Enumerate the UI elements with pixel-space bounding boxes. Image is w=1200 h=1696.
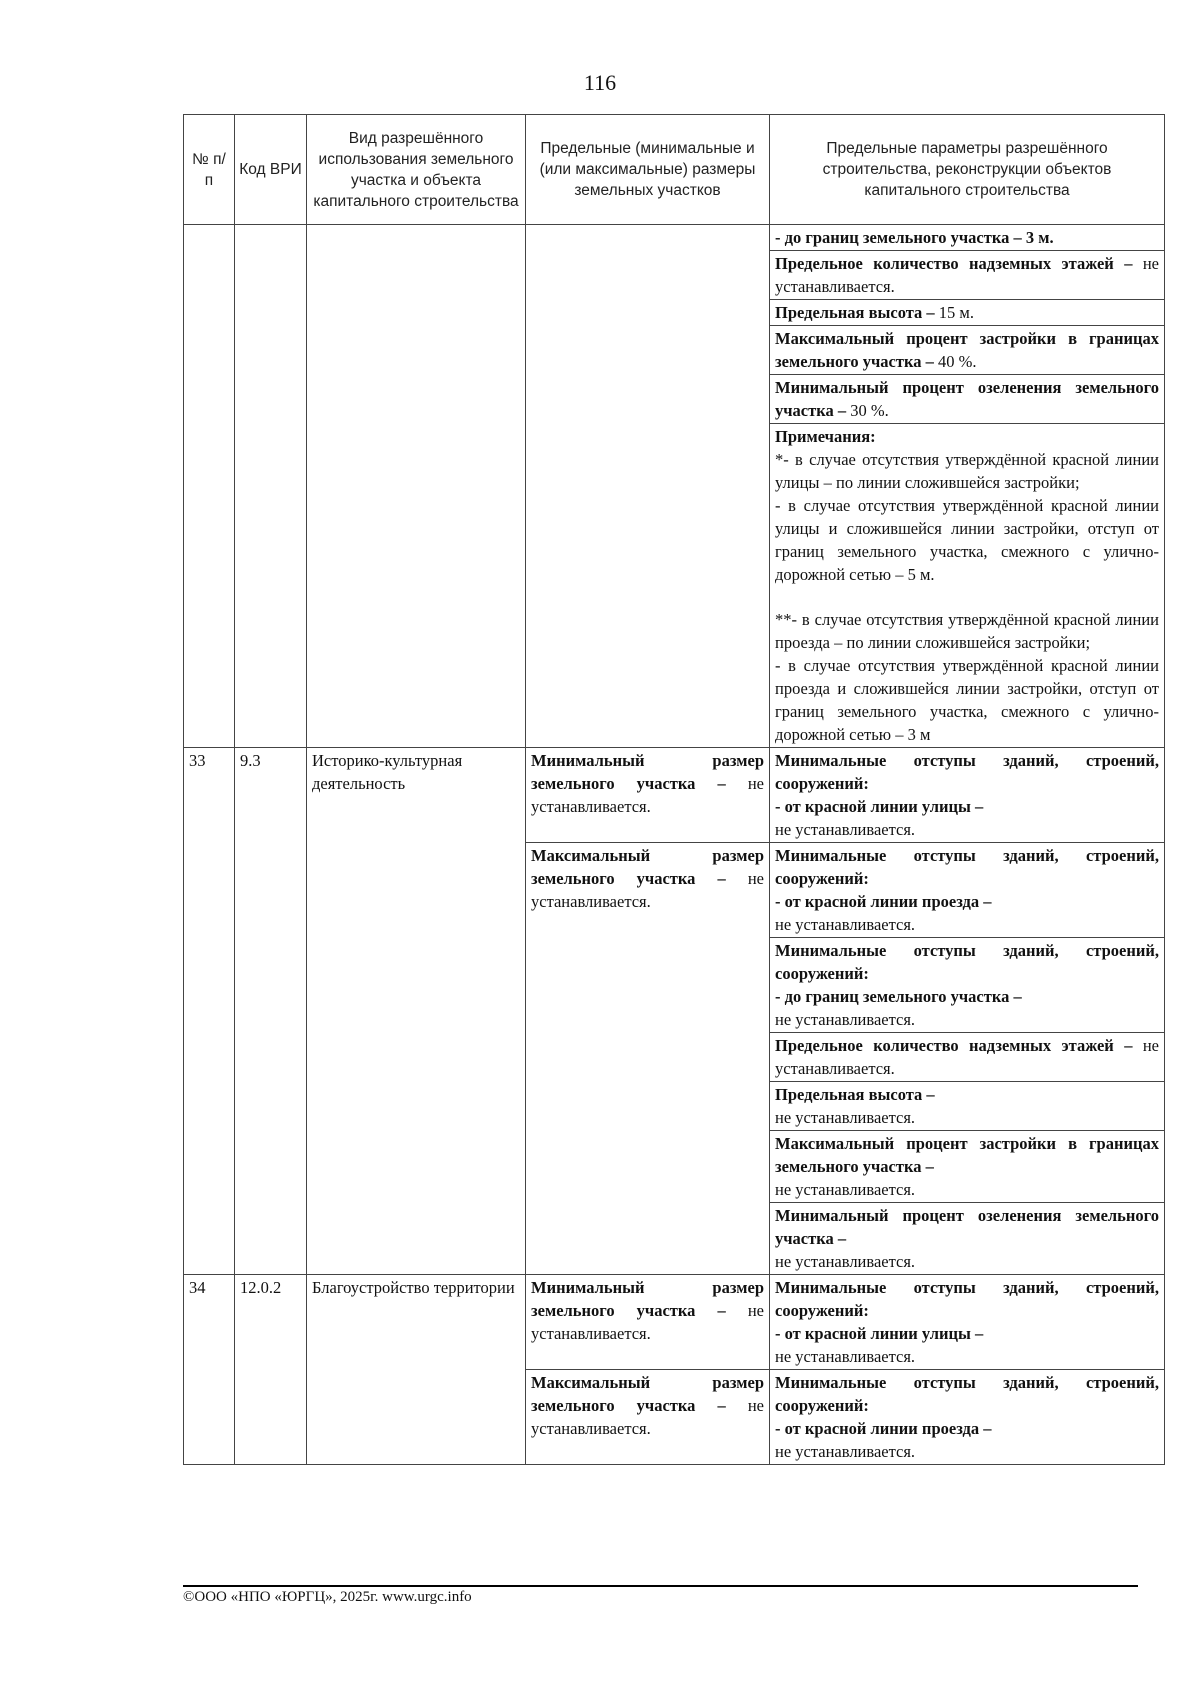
- row-code: 9.3: [235, 748, 307, 1275]
- header-use: Вид разрешённого использования земельного участка и объекта капитального строительства: [307, 115, 526, 225]
- notes-cell: [770, 424, 1165, 748]
- table-header-row: [184, 115, 1165, 225]
- note-item: - в случае отсутствия утверждённой красной линии проезда и сложившейся линии застройки, отступ от границ земельного участка, смежного с улично-дорожной сетью – 3 м: [775, 656, 1159, 744]
- param-cell: Минимальный процент озеленения земельного участка – 30 %.: [770, 375, 1165, 424]
- row-code: 12.0.2: [235, 1275, 307, 1465]
- header-size: Предельные (минимальные и (или максимальные) размеры земельных участков: [526, 115, 770, 225]
- size-cell: Минимальный размер земельного участка – не устанавливается.: [526, 748, 770, 843]
- param-cell: - до границ земельного участка – 3 м.: [770, 225, 1165, 251]
- param-cell: Предельная высота – не устанавливается.: [770, 1082, 1165, 1131]
- param-cell: Максимальный процент застройки в границах земельного участка – 40 %.: [770, 326, 1165, 375]
- table-row: [184, 225, 1165, 251]
- footer-divider: [183, 1585, 1138, 1587]
- footer-copyright: ©ООО «НПО «ЮРГЦ», 2025г. www.urgc.info: [183, 1589, 472, 1605]
- row-number: 34: [184, 1275, 235, 1465]
- size-cell: Максимальный размер земельного участка – не устанавливается.: [526, 1370, 770, 1465]
- param-cell: Максимальный процент застройки в границах земельного участка – не устанавливается.: [770, 1131, 1165, 1203]
- note-item: **- в случае отсутствия утверждённой красной линии проезда – по линии сложившейся застройки;: [775, 610, 1159, 652]
- header-params: Предельные параметры разрешённого строительства, реконструкции объектов капитального строительства: [770, 115, 1165, 225]
- size-cell: Максимальный размер земельного участка – не устанавливается.: [526, 843, 770, 1275]
- param-cell: Минимальные отступы зданий, строений, сооружений: - от красной линии проезда – не устанавливается.: [770, 1370, 1165, 1465]
- note-item: - в случае отсутствия утверждённой красной линии улицы и сложившейся линии застройки, отступ от границ земельного участка, смежного с улично-дорожной сетью – 5 м.: [775, 496, 1159, 584]
- table-row: [184, 748, 1165, 843]
- page-number: 116: [583, 70, 617, 95]
- row-use: Благоустройство территории: [307, 1275, 526, 1465]
- size-cell: Минимальный размер земельного участка – не устанавливается.: [526, 1275, 770, 1370]
- regulations-table: [183, 114, 1165, 1465]
- param-cell: Предельное количество надземных этажей – не устанавливается.: [770, 251, 1165, 300]
- header-num: № п/п: [184, 115, 235, 225]
- param-cell: Предельное количество надземных этажей – не устанавливается.: [770, 1033, 1165, 1082]
- row-number: 33: [184, 748, 235, 1275]
- param-cell: Предельная высота – 15 м.: [770, 300, 1165, 326]
- param-cell: Минимальные отступы зданий, строений, сооружений: - от красной линии улицы – не устанавливается.: [770, 1275, 1165, 1370]
- param-cell: Минимальный процент озеленения земельного участка – не устанавливается.: [770, 1203, 1165, 1275]
- header-code: Код ВРИ: [235, 115, 307, 225]
- notes-title: Примечания:: [775, 427, 876, 446]
- note-item: *- в случае отсутствия утверждённой красной линии улицы – по линии сложившейся застройки;: [775, 450, 1159, 492]
- param-cell: Минимальные отступы зданий, строений, сооружений: - до границ земельного участка – не устанавливается.: [770, 938, 1165, 1033]
- param-cell: Минимальные отступы зданий, строений, сооружений: - от красной линии улицы – не устанавливается.: [770, 748, 1165, 843]
- row-use: Историко-культурная деятельность: [307, 748, 526, 1275]
- table-row: [184, 1275, 1165, 1370]
- param-cell: Минимальные отступы зданий, строений, сооружений: - от красной линии проезда – не устанавливается.: [770, 843, 1165, 938]
